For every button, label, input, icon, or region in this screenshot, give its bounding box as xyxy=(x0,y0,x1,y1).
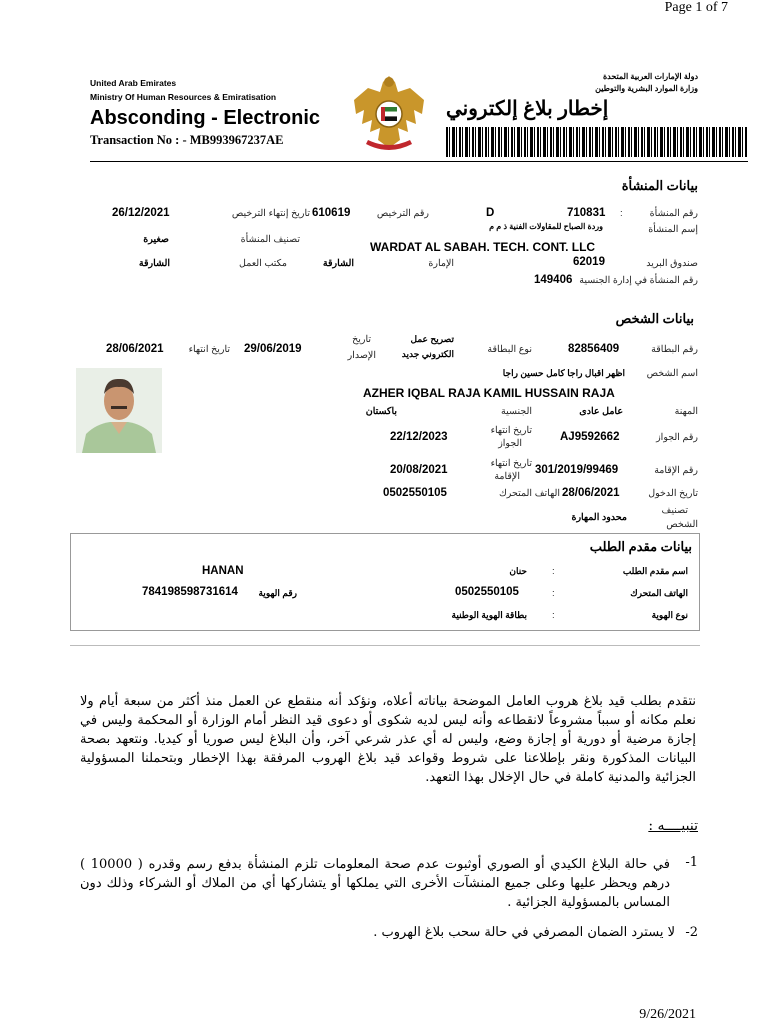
transaction-number: Transaction No : - MB993967237AE xyxy=(90,133,284,147)
passport-expiry-label: تاريخ انتهاء xyxy=(490,425,532,436)
residence-expiry-value: 20/08/2021 xyxy=(390,464,448,476)
ministry-ar: وزارة الموارد البشرية والتوطين xyxy=(595,84,698,93)
applicant-id-number-value: 784198598731614 xyxy=(142,586,238,598)
nationality-label: الجنسية xyxy=(501,406,532,417)
establishment-name-ar: وردة الصباح للمقاولات الفنية ذ م م xyxy=(489,222,603,231)
person-section-title: بيانات الشخص xyxy=(615,311,694,326)
emirate-label: الإمارة xyxy=(428,258,454,269)
person-name-label: اسم الشخص xyxy=(646,368,698,379)
license-no-label: رقم الترخيص xyxy=(376,208,429,219)
issue-date-label-2: الإصدار xyxy=(347,350,376,361)
profession-label: المهنة xyxy=(674,406,698,417)
establishment-name-en: WARDAT AL SABAH. TECH. CONT. LLC xyxy=(370,240,596,254)
issue-date-value: 29/06/2019 xyxy=(244,343,302,355)
establishment-number-label: رقم المنشأة xyxy=(649,208,698,219)
residence-expiry-label-2: الإقامة xyxy=(494,471,520,482)
establishment-section-title: بيانات المنشأة xyxy=(621,178,698,193)
page-number: Page 1 of 7 xyxy=(664,0,728,15)
section-divider xyxy=(70,645,700,646)
document-title-ar: إخطار بلاغ إلكتروني xyxy=(446,98,609,120)
nationality-dept-number-value: 149406 xyxy=(534,274,573,286)
colon: : xyxy=(552,566,555,577)
establishment-number-value: 710831 xyxy=(567,207,606,219)
applicant-mobile-value: 0502550105 xyxy=(455,586,519,598)
notice-item-2-text: لا يسترد الضمان المصرفي في حالة سحب بلاغ الهروب . xyxy=(373,925,675,940)
card-type-value: تصريح عمل xyxy=(410,334,454,344)
labour-office-label: مكتب العمل xyxy=(239,258,287,269)
emirate-value: الشارقة xyxy=(322,258,354,269)
labour-office-value: الشارقة xyxy=(138,258,170,269)
barcode-icon xyxy=(446,127,748,157)
applicant-name-ar: حنان xyxy=(509,566,527,576)
notice-item-1-number: -1 xyxy=(685,855,698,870)
applicant-mobile-label: الهاتف المتحرك xyxy=(630,588,688,598)
passport-number-label: رقم الجواز xyxy=(656,432,698,443)
skill-level-value: محدود المهارة xyxy=(571,512,627,523)
header-divider xyxy=(90,161,748,162)
colon: : xyxy=(620,208,623,219)
nationality-dept-number-label: رقم المنشأة في إدارة الجنسية xyxy=(579,275,698,286)
passport-expiry-label-2: الجواز xyxy=(498,438,522,449)
applicant-id-type-label: نوع الهوية xyxy=(651,610,688,620)
passport-expiry-value: 22/12/2023 xyxy=(390,431,448,443)
person-photo xyxy=(76,368,162,453)
establishment-classification-label: تصنيف المنشأة xyxy=(240,234,300,245)
colon: : xyxy=(552,588,555,599)
card-expiry-label: تاريخ انتهاء xyxy=(188,344,230,355)
notice-item-2-number: -2 xyxy=(685,925,698,940)
applicant-name-label: اسم مقدم الطلب xyxy=(622,566,688,576)
applicant-section-title: بيانات مقدم الطلب xyxy=(589,539,692,554)
country-en: United Arab Emirates xyxy=(90,78,177,88)
applicant-name-en: HANAN xyxy=(202,565,244,577)
nationality-value: باكستان xyxy=(365,406,397,417)
po-box-value: 62019 xyxy=(573,256,605,268)
license-expiry-value: 26/12/2021 xyxy=(112,207,170,219)
card-type-label: نوع البطاقة xyxy=(487,344,532,355)
notice-item-1-text: في حالة البلاغ الكيدي أو الصوري أوثبوت عدم صحة المعلومات تلزم المنشأة بدفع رسم وقدره ( 10000 ) درهم ويحظر عليها وعلى جميع المنشآت الأخرى التي يملكها أو يتشاركها أي من الملاك أو الشركاء وذلك دون المساس بالمسؤولية الجزائية . xyxy=(80,857,670,910)
person-classification-label: تصنيف xyxy=(661,505,688,516)
person-name-ar: اظهر اقبال راجا كامل حسين راجا xyxy=(502,368,625,378)
residence-number-value: 301/2019/99469 xyxy=(535,464,619,476)
establishment-classification-value: صغيرة xyxy=(143,234,169,245)
colon: : xyxy=(552,610,555,621)
ministry-en: Ministry Of Human Resources & Emiratisation xyxy=(90,92,277,102)
license-no-value: 610619 xyxy=(312,207,351,219)
profession-value: عامل عادى xyxy=(579,406,623,417)
passport-number-value: AJ9592662 xyxy=(560,431,620,443)
applicant-id-type-value: بطاقة الهوية الوطنية xyxy=(451,610,527,620)
declaration-text: نتقدم بطلب قيد بلاغ هروب العامل الموضحة بياناته أعلاه، ونؤكد أنه منقطع عن العمل منذ أكثر من سبعة أيام ولا نعلم مكانه أو سبباً مشروعاً لانقطاعه وأنه ليس لديه شكوى أو دعوى قيد النظر أمام الوزارة أو المحكمة وليس في إجازة مرضية أو دورية أو إجازة وضع، وليس له أي عذر شرعي آخر، وأن البلاغ ليس صوريا أو كيديا. ونتعهد بصحة البيانات المذكورة ونقر بإطلاعنا على شروط وقواعد قيد بلاغ الهروب المرفقة بهذا الإخطار وبتحملنا المسؤولية الجزائية والمدنية كاملة في حال الإخلال بهذا التعهد. xyxy=(80,694,696,785)
mobile-value: 0502550105 xyxy=(383,487,447,499)
card-number-value: 82856409 xyxy=(568,343,620,355)
applicant-id-number-label: رقم الهوية xyxy=(258,588,297,598)
person-name-en: AZHER IQBAL RAJA KAMIL HUSSAIN RAJA xyxy=(363,386,615,400)
po-box-label: صندوق البريد xyxy=(646,258,698,269)
entry-date-value: 28/06/2021 xyxy=(562,487,620,499)
mobile-label: الهاتف المتحرك xyxy=(498,488,560,499)
issue-date-label: تاريخ xyxy=(352,334,371,345)
establishment-name-label: إسم المنشأة xyxy=(648,224,698,235)
country-ar: دولة الإمارات العربية المتحدة xyxy=(602,72,698,81)
uae-emblem-falcon-icon xyxy=(348,70,430,156)
card-number-label: رقم البطاقة xyxy=(651,344,698,355)
residence-expiry-label: تاريخ انتهاء xyxy=(490,458,532,469)
card-type-value-2: الكتروني جديد xyxy=(401,349,454,359)
notice-title: تنبيــــه : xyxy=(648,818,698,834)
document-title-en: Absconding - Electronic xyxy=(90,107,321,129)
license-category: D xyxy=(486,207,495,219)
card-expiry-value: 28/06/2021 xyxy=(106,343,164,355)
footer-date: 9/26/2021 xyxy=(639,1007,696,1022)
person-classification-label-2: الشخص xyxy=(666,519,698,530)
entry-date-label: تاريخ الدخول xyxy=(648,488,698,499)
residence-number-label: رقم الإقامة xyxy=(654,465,698,476)
license-expiry-label: تاريخ إنتهاء الترخيص xyxy=(231,208,310,219)
